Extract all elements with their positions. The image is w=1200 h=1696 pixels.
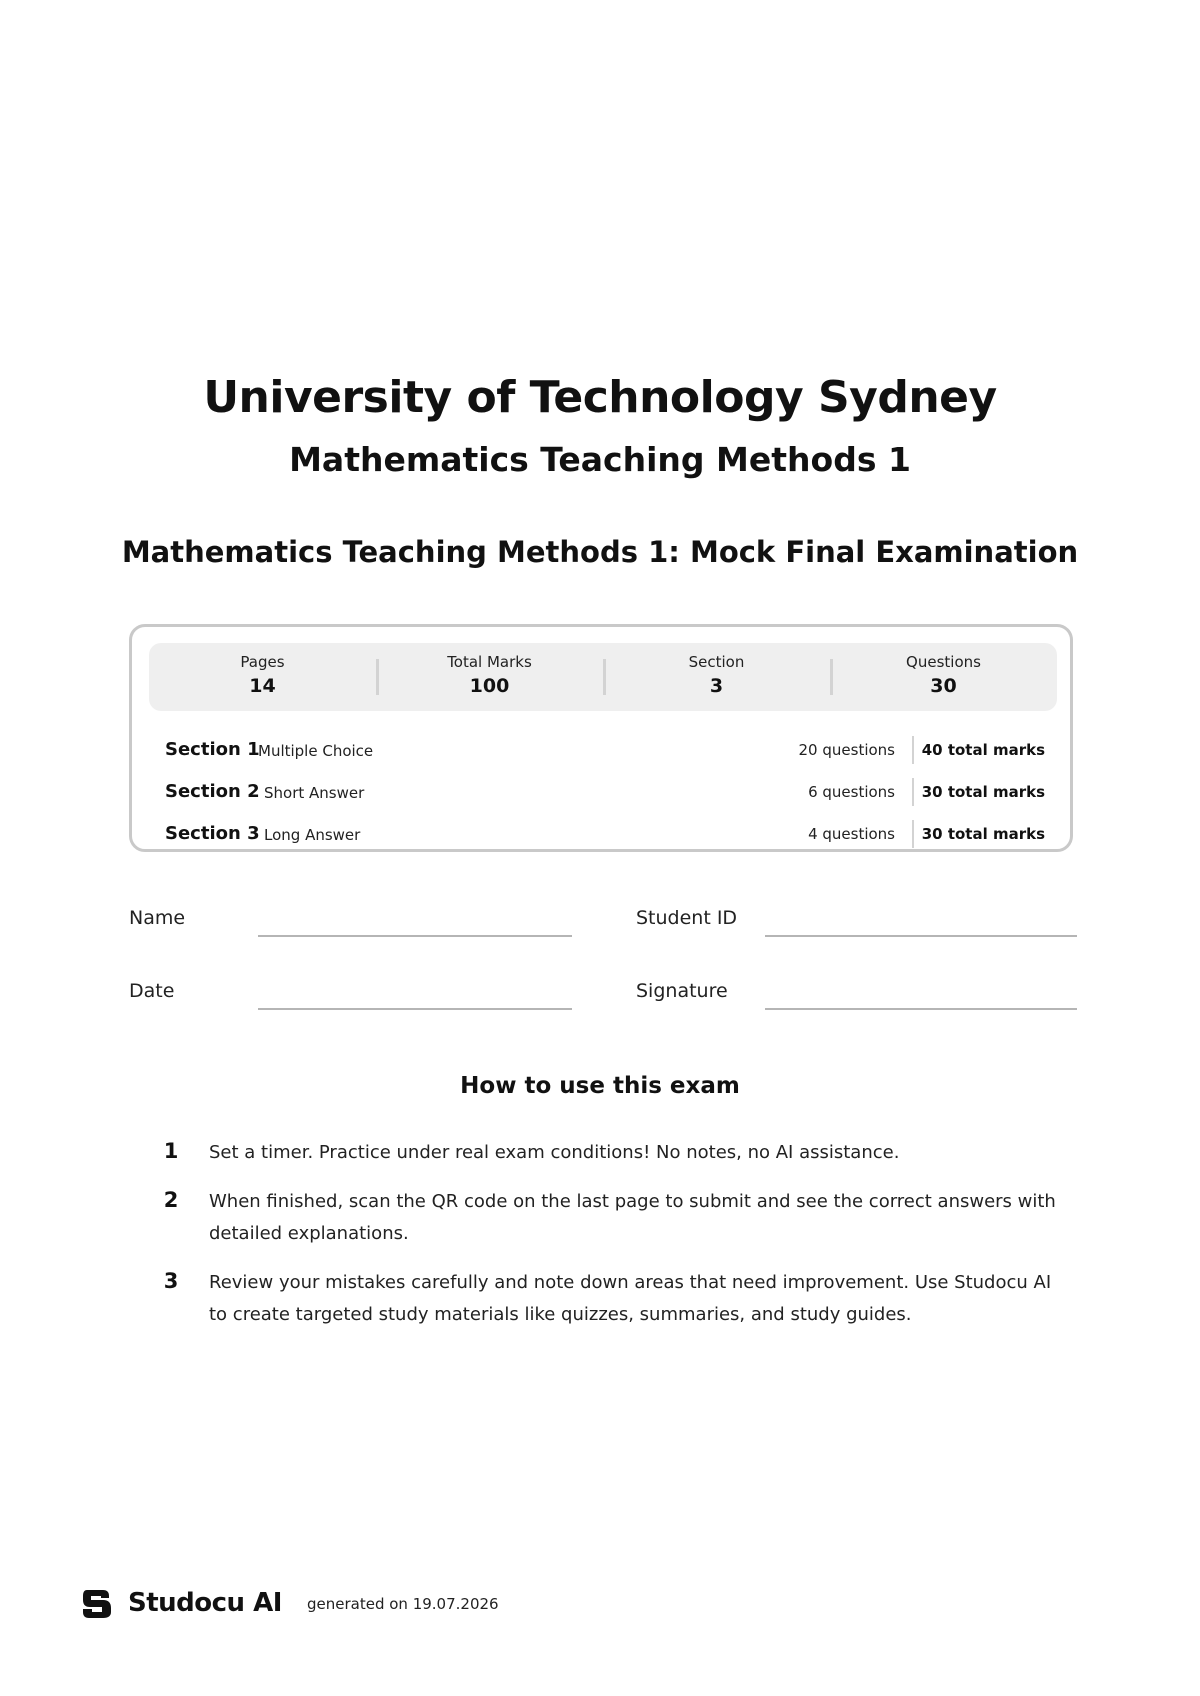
- generated-date: generated on 19.07.2026: [307, 1595, 499, 1613]
- section-row: [165, 818, 1045, 850]
- stat-pages: [149, 643, 376, 711]
- section-type: Short Answer: [264, 784, 365, 802]
- section-divider: [912, 736, 914, 764]
- step-text: Set a timer. Practice under real exam conditions! No notes, no AI assistance.: [209, 1142, 900, 1163]
- step-number: 1: [163, 1139, 179, 1163]
- stat-section: [603, 643, 830, 711]
- student-id-label: Student ID: [636, 907, 738, 929]
- section-question-count: 6 questions: [808, 783, 895, 801]
- name-field[interactable]: [258, 935, 572, 937]
- section-type: Long Answer: [264, 826, 361, 844]
- signature-field[interactable]: [765, 1008, 1077, 1010]
- stat-questions: [830, 643, 1057, 711]
- exam-title: Mathematics Teaching Methods 1: Mock Final Examination: [121, 535, 1079, 569]
- section-name: Section 1: [165, 739, 260, 760]
- stat-value: 14: [249, 675, 276, 697]
- stat-label: Pages: [240, 653, 285, 671]
- howto-title: How to use this exam: [460, 1073, 740, 1099]
- section-name: Section 3: [165, 823, 260, 844]
- stat-total-marks: [376, 643, 603, 711]
- exam-summary-card: [129, 624, 1073, 852]
- stat-label: Total Marks: [447, 653, 532, 671]
- signature-label: Signature: [636, 980, 728, 1002]
- section-row: [165, 776, 1045, 808]
- date-label: Date: [129, 980, 175, 1002]
- section-question-count: 4 questions: [808, 825, 895, 843]
- stats-bar: [149, 643, 1057, 711]
- step-text: Review your mistakes carefully and note down areas that need improvement. Use Studocu AI to create targeted study materials like quizzes, summaries, and study guides.: [209, 1272, 1052, 1325]
- studocu-brand: Studocu AI: [128, 1588, 282, 1618]
- date-field[interactable]: [258, 1008, 572, 1010]
- stat-label: Questions: [906, 653, 981, 671]
- step-number: 2: [163, 1188, 179, 1212]
- stat-label: Section: [688, 653, 745, 671]
- step-text: When finished, scan the QR code on the last page to submit and see the correct answers with detailed explanations.: [209, 1191, 1056, 1244]
- section-type: Multiple Choice: [258, 742, 374, 760]
- university-title: University of Technology Sydney: [203, 372, 997, 423]
- stat-value: 100: [469, 675, 510, 697]
- course-title: Mathematics Teaching Methods 1: [289, 440, 911, 479]
- student-id-field[interactable]: [765, 935, 1077, 937]
- section-row: [165, 734, 1045, 766]
- section-name: Section 2: [165, 781, 260, 802]
- stat-value: 30: [930, 675, 957, 697]
- step-number: 3: [163, 1269, 179, 1293]
- section-marks: 40 total marks: [921, 741, 1045, 759]
- section-question-count: 20 questions: [798, 741, 895, 759]
- section-marks: 30 total marks: [921, 825, 1045, 843]
- section-divider: [912, 820, 914, 848]
- name-label: Name: [129, 907, 186, 929]
- section-marks: 30 total marks: [921, 783, 1045, 801]
- stat-value: 3: [709, 675, 724, 697]
- section-divider: [912, 778, 914, 806]
- studocu-logo-icon: [79, 1584, 115, 1620]
